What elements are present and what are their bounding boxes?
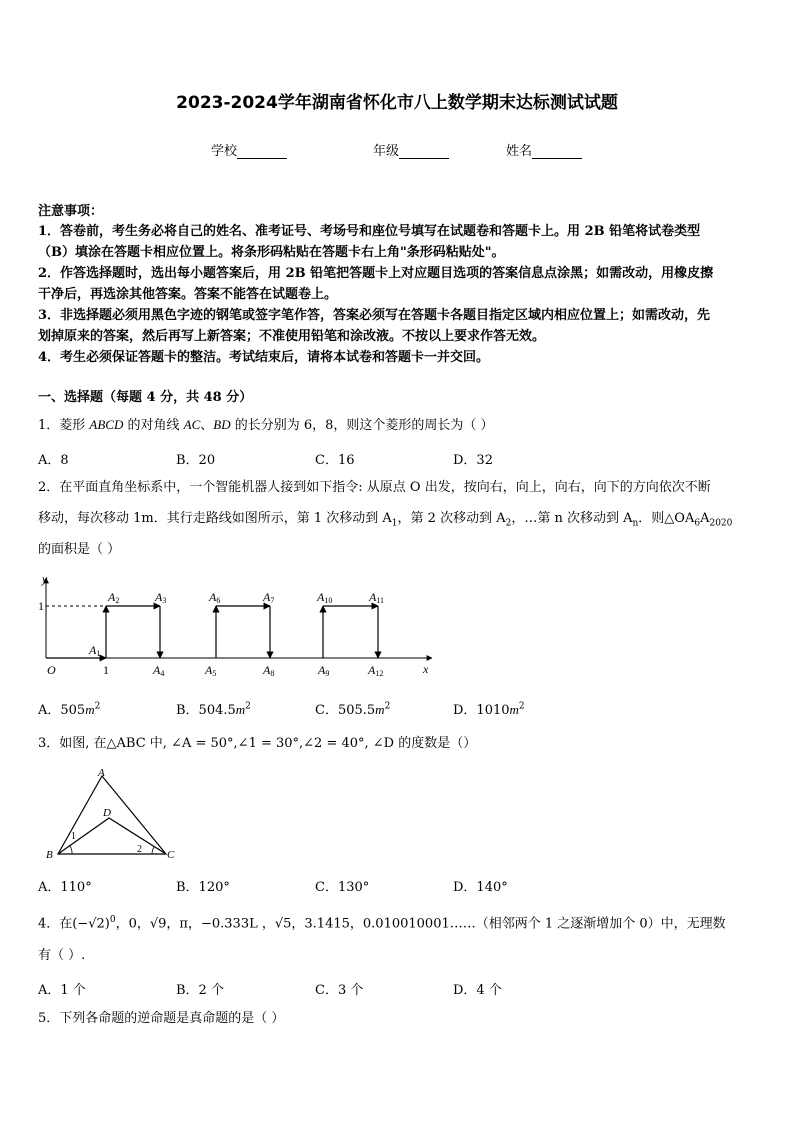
q2-c-unit: m <box>375 702 385 717</box>
q1-ac: AC <box>183 417 201 432</box>
question-4-line1 <box>38 912 726 932</box>
q2-option-b[interactable] <box>176 699 251 718</box>
label-a9: A9 <box>318 663 330 678</box>
q2-d-value: D．1010 <box>453 703 510 718</box>
q2-d-exp: 2 <box>518 701 525 712</box>
q2-text-b: ，第 2 次移动到 A <box>397 511 506 526</box>
point-d-label: D <box>103 807 111 819</box>
q2-a-unit: m <box>85 702 95 717</box>
q2-sub-n: n <box>632 518 639 529</box>
note-4: 4．考生必须保证答题卡的整洁。考试结束后，请将本试卷和答题卡一并交回。 <box>38 350 490 365</box>
q2-c-exp: 2 <box>384 701 391 712</box>
q2-a-exp: 2 <box>94 701 101 712</box>
q2-c-value: C．505.5 <box>315 703 376 718</box>
q4-option-a[interactable]: A．1 个 <box>38 983 86 998</box>
name-label: 姓名 <box>506 144 533 159</box>
note-1a: 1．答卷前，考生务必将自己的姓名、准考证号、考场号和座位号填写在试题卷和答题卡上。用 2B 铅笔将试卷类型 <box>38 224 701 239</box>
q2-text-d: ．则△OA <box>638 511 695 526</box>
page-title: 2023-2024学年湖南省怀化市八上数学期末达标测试试题 <box>176 93 618 113</box>
section-heading: 一、选择题（每题 4 分，共 48 分） <box>38 390 253 405</box>
robot-path-figure <box>30 570 440 682</box>
q4-sup-0: 0 <box>109 915 116 925</box>
q3-option-c[interactable]: C．130° <box>315 880 370 895</box>
q2-sub-1: 1 <box>391 518 398 529</box>
q2-sub-2020: 2020 <box>709 518 733 529</box>
q2-text-a: 移动，每次移动 1m．其行走路线如图所示，第 1 次移动到 A <box>38 511 392 526</box>
note-2b: 干净后，再选涂其他答案。答案不能答在试题卷上。 <box>38 287 338 302</box>
label-a5: A5 <box>205 663 217 678</box>
label-a6: A6 <box>209 590 221 605</box>
q1-text-2: 的对角线 <box>123 418 184 433</box>
q4-option-d[interactable]: D．4 个 <box>453 983 502 998</box>
grade-field <box>373 140 449 159</box>
label-a11: A11 <box>369 590 385 605</box>
grade-label: 年级 <box>373 144 400 159</box>
q4-text-a: 4．在(−√2) <box>38 916 110 932</box>
question-5: 5．下列各命题的逆命题是真命题的是（ ） <box>38 1011 285 1026</box>
note-3a: 3．非选择题必须用黑色字迹的钢笔或签字笔作答，答案必须写在答题卡各题目指定区域内相应位置上；如需改动，先 <box>38 308 711 323</box>
q2-option-c[interactable] <box>315 699 390 718</box>
school-blank <box>237 146 287 159</box>
q2-sub-2: 2 <box>505 518 512 529</box>
q1-option-d[interactable]: D．32 <box>453 453 493 468</box>
label-a10: A10 <box>317 590 333 605</box>
q2-sub-6: 6 <box>694 518 701 529</box>
q4-option-b[interactable]: B．2 个 <box>176 983 224 998</box>
q2-text-e: A <box>700 511 710 526</box>
label-a3: A3 <box>155 590 167 605</box>
note-2a: 2．作答选择题时，选出每小题答案后，用 2B 铅笔把答题卡上对应题目选项的答案信息点涂黑；如需改动，用橡皮擦 <box>38 266 714 281</box>
question-2-line3: 的面积是（ ） <box>38 542 121 557</box>
q1-option-c[interactable]: C．16 <box>315 453 355 468</box>
angle-1-arc <box>70 846 72 854</box>
q1-text-1: 1．菱形 <box>38 418 90 433</box>
question-4-line2: 有（ ）. <box>38 948 86 963</box>
q1-text-4: 的长分别为 6，8，则这个菱形的周长为（ ） <box>230 418 494 433</box>
label-a8: A8 <box>263 663 275 678</box>
question-3: 3．如图, 在△ABC 中, ∠A = 50°,∠1 = 30°,∠2 = 40°, ∠D 的度数是（） <box>38 736 477 751</box>
label-a2: A2 <box>108 590 120 605</box>
question-1 <box>38 417 494 434</box>
q2-b-exp: 2 <box>245 701 251 712</box>
grade-blank <box>399 146 449 159</box>
q2-option-d[interactable] <box>453 699 525 718</box>
q3-option-b[interactable]: B．120° <box>176 880 230 895</box>
label-a7: A7 <box>263 590 275 605</box>
vertex-b-label: B <box>46 849 53 861</box>
q2-a-value: A．505 <box>38 703 86 718</box>
angle-2-arc <box>152 847 154 854</box>
q2-d-unit: m <box>509 702 519 717</box>
q1-abcd: ABCD <box>89 417 124 432</box>
school-label: 学校 <box>211 144 238 159</box>
q1-option-b[interactable]: B．20 <box>176 453 216 468</box>
label-a12: A12 <box>368 663 384 678</box>
label-a1: A1 <box>89 643 101 658</box>
y-axis-label: y <box>42 572 48 586</box>
school-field <box>211 140 287 159</box>
angle-2-label: 2 <box>137 844 142 855</box>
origin-label: O <box>47 663 56 677</box>
q1-option-a[interactable]: A．8 <box>38 453 69 468</box>
q4-text-b: ，0，√9，π，−0.333L ，√5，3.1415，0.010010001……（相邻两个 1 之逐渐增加个 0）中，无理数 <box>115 916 726 932</box>
name-blank <box>532 146 582 159</box>
label-a4: A4 <box>153 663 165 678</box>
vertex-c-label: C <box>167 849 175 861</box>
x-tick-1: 1 <box>103 663 109 677</box>
q2-b-unit: m <box>235 702 246 717</box>
q2-b-value: B．504.5 <box>176 703 236 718</box>
name-field <box>506 140 582 159</box>
y-tick-1: 1 <box>38 599 44 613</box>
vertex-a-label: A <box>98 767 105 779</box>
q4-option-c[interactable]: C．3 个 <box>315 983 364 998</box>
q3-option-d[interactable]: D．140° <box>453 880 508 895</box>
notes-heading: 注意事项： <box>38 204 104 219</box>
question-2-line2 <box>38 511 732 532</box>
q3-option-a[interactable]: A．110° <box>38 880 92 895</box>
note-3b: 划掉原来的答案，然后再写上新答案；不准使用铅笔和涂改液。不按以上要求作答无效。 <box>38 329 546 344</box>
q1-text-3: 、 <box>200 418 214 433</box>
q2-text-c: ，…第 n 次移动到 A <box>511 511 633 526</box>
question-2-line1: 2．在平面直角坐标系中，一个智能机器人接到如下指令: 从原点 O 出发，按向右，向上，向右，向下的方向依次不断 <box>38 480 711 495</box>
note-1b: （B）填涂在答题卡相应位置上。将条形码粘贴在答题卡右上角"条形码粘贴处"。 <box>38 245 505 260</box>
q2-option-a[interactable] <box>38 699 100 718</box>
q1-bd: BD <box>213 417 231 432</box>
triangle-figure <box>40 762 180 862</box>
angle-1-label: 1 <box>71 831 76 842</box>
x-axis-label: x <box>423 662 429 676</box>
